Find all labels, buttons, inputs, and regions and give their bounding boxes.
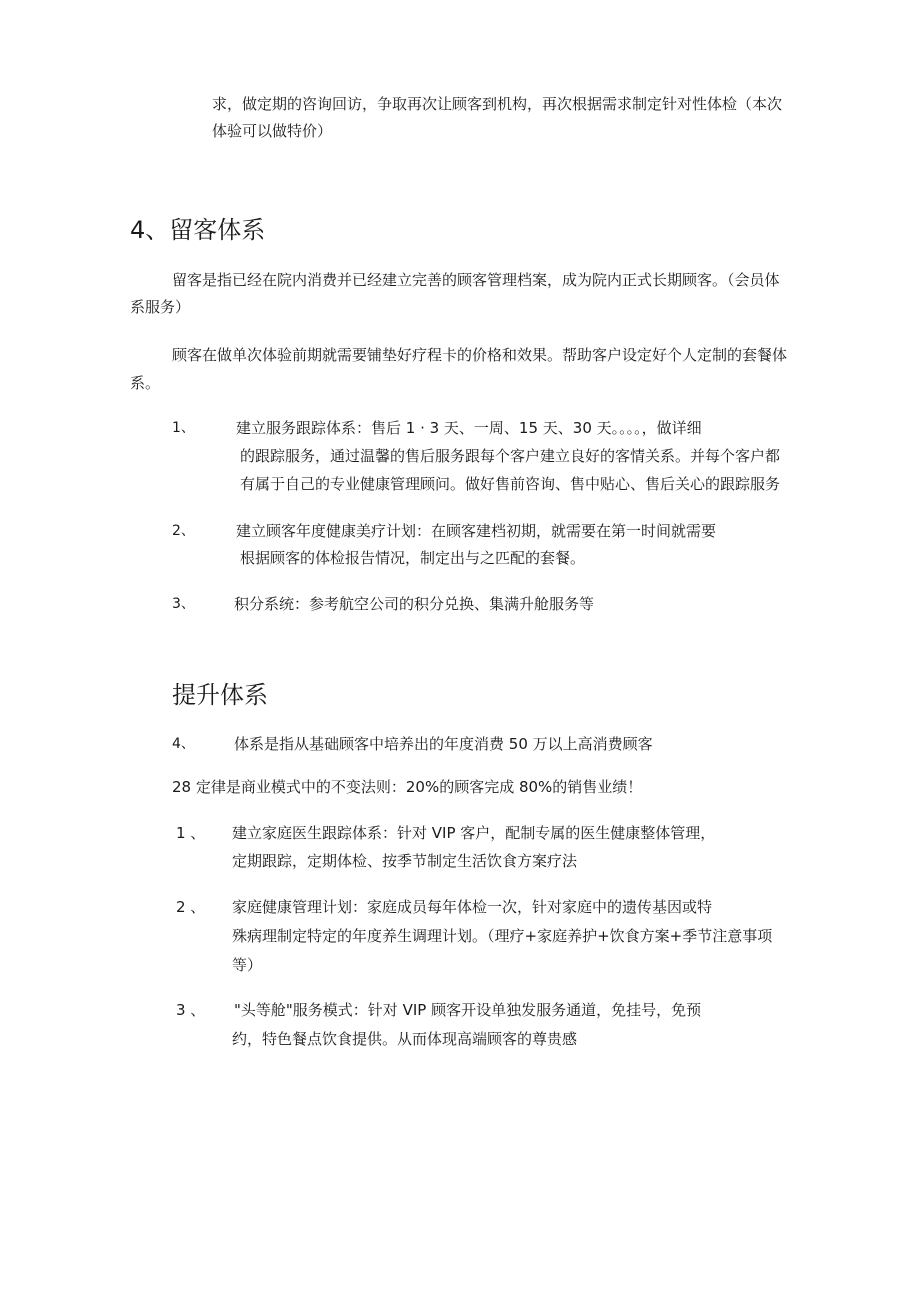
retention-para2-line2: 系。 [130, 374, 161, 392]
intro-line-1: 求，做定期的咨询回访，争取再次让顾客到机构，再次根据需求制定针对性体检（本次 [212, 95, 783, 113]
upgrade-item-1-line1: 建立家庭医生跟踪体系：针对 VIP 客户，配制专属的医生健康整体管理， [232, 824, 716, 842]
section-heading-upgrade: 提升体系 [172, 681, 268, 709]
upgrade-item-4-number: 4、 [172, 736, 195, 752]
upgrade-item-3-line1: "头等舱"服务模式：针对 VIP 顾客开设单独发服务通道，免挂号，免预 [234, 1001, 702, 1019]
retention-item-1-line1: 建立服务跟踪体系：售后 1 · 3 天、一周、15 天、30 天。。。。，做详细 [236, 419, 702, 437]
retention-item-2-line1: 建立顾客年度健康美疗计划：在顾客建档初期，就需要在第一时间就需要 [236, 522, 717, 540]
upgrade-item-1-number: 1 、 [176, 824, 206, 842]
retention-para2-line1: 顾客在做单次体验前期就需要铺垫好疗程卡的价格和效果。帮助客户设定好个人定制的套餐体 [172, 346, 788, 364]
upgrade-item-3-line2: 约，特色餐点饮食提供。从而体现高端顾客的尊贵感 [232, 1030, 578, 1048]
retention-para1-line2: 系服务） [130, 298, 191, 316]
upgrade-item-2-line2: 殊病理制定特定的年度养生调理计划。（理疗+家庭养护+饮食方案+季节注意事项 [232, 927, 773, 945]
upgrade-item-2-line3: 等） [232, 956, 263, 974]
retention-item-2-number: 2、 [172, 523, 195, 539]
retention-item-2-line2: 根据顾客的体检报告情况，制定出与之匹配的套餐。 [240, 549, 586, 567]
retention-item-1-number: 1、 [172, 420, 195, 436]
upgrade-item-4-text: 体系是指从基础顾客中培养出的年度消费 50 万以上高消费顾客 [234, 735, 653, 753]
upgrade-item-2-number: 2 、 [176, 898, 206, 916]
upgrade-item-1-line2: 定期跟踪，定期体检、按季节制定生活饮食方案疗法 [232, 852, 578, 870]
intro-line-2: 体验可以做特价） [212, 122, 333, 140]
upgrade-item-3-number: 3 、 [176, 1001, 206, 1019]
section-heading-retention: 4、留客体系 [130, 216, 266, 244]
retention-item-1-line3: 有属于自己的专业健康管理顾问。做好售前咨询、售中贴心、售后关心的跟踪服务 [240, 475, 781, 493]
retention-item-3-number: 3、 [172, 596, 195, 612]
upgrade-rule: 28 定律是商业模式中的不变法则：20%的顾客完成 80%的销售业绩！ [172, 778, 643, 796]
retention-item-1-line2: 的跟踪服务，通过温馨的售后服务跟每个客户建立良好的客情关系。并每个客户都 [240, 447, 781, 465]
retention-item-3-line1: 积分系统：参考航空公司的积分兑换、集满升舱服务等 [234, 595, 595, 613]
upgrade-item-2-line1: 家庭健康管理计划：家庭成员每年体检一次，针对家庭中的遗传基因或特 [232, 898, 713, 916]
retention-para1-line1: 留客是指已经在院内消费并已经建立完善的顾客管理档案，成为院内正式长期顾客。（会员体 [172, 271, 780, 289]
